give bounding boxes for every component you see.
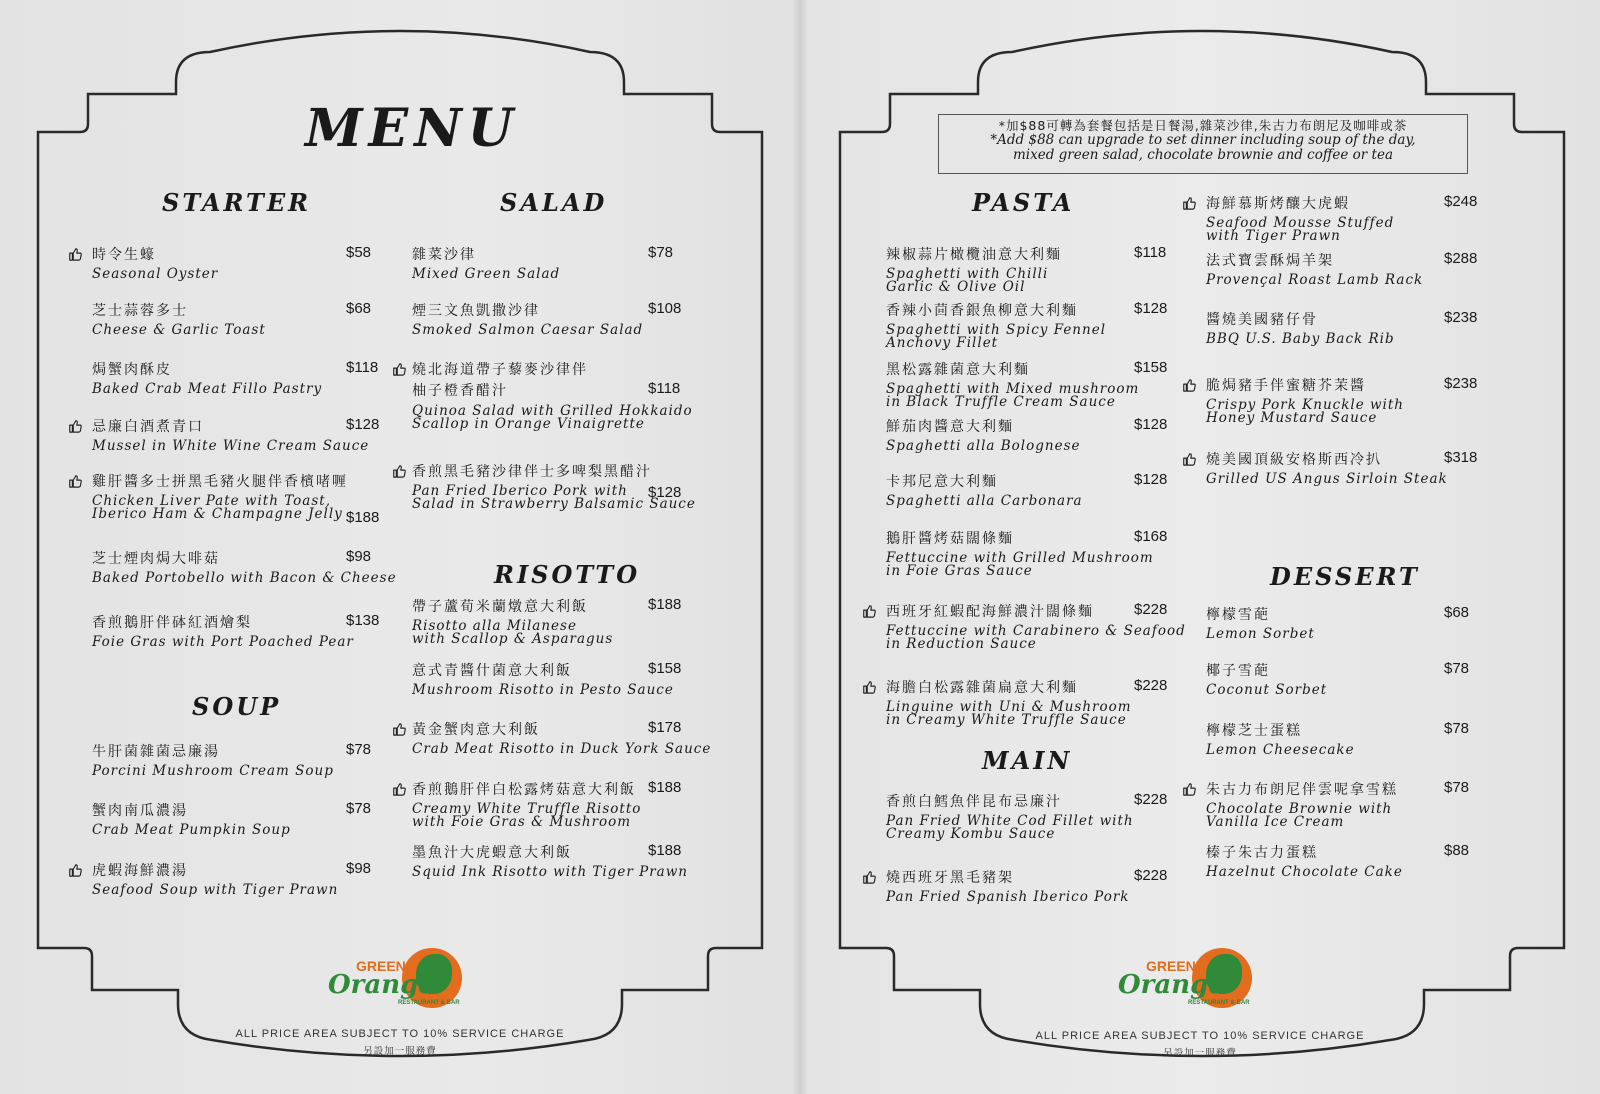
item-price: $98 [346,548,372,565]
item-name-zh: 忌廉白酒煮青口 [92,419,204,435]
item-name-en-line2: Anchovy Fillet [886,335,999,351]
item-name-en-line2: in Black Truffle Cream Sauce [886,394,1116,410]
item-name-zh: 香辣小茴香銀魚柳意大利麵 [886,303,1078,319]
item-price: $118 [648,380,681,397]
item-name-en-line2: Salad in Strawberry Balsamic Sauce [412,496,696,512]
menu-page-right [800,0,1600,1094]
item-price: $78 [1444,720,1470,737]
item-name-zh: 海鮮慕斯烤釀大虎蝦 [1206,196,1350,212]
item-name-en: Linguine with Uni & Mushroom [886,699,1132,715]
section-heading-risotto: RISOTTO [494,560,641,589]
item-price: $248 [1444,193,1478,210]
thumbs-up-icon [862,603,876,617]
item-name-zh: 雞肝醬多士拼黑毛豬火腿伴香檳啫喱 [92,474,348,490]
item-name-zh: 海膽白松露雜菌扁意大利麵 [886,680,1078,696]
item-name-en-line2: Honey Mustard Sauce [1206,410,1378,426]
thumbs-up-icon [68,862,82,876]
item-price: $68 [1444,604,1470,621]
item-name-zh: 墨魚汁大虎蝦意大利飯 [412,845,572,861]
thumbs-up-icon [392,463,406,477]
item-price: $158 [1134,359,1168,376]
item-name-en: Chocolate Brownie with [1206,801,1393,817]
thumbs-up-icon [1182,195,1196,209]
item-price: $138 [346,612,380,629]
item-name-zh: 椰子雪葩 [1206,663,1270,679]
item-price: $88 [1444,842,1470,859]
thumbs-up-icon [1182,781,1196,795]
item-name-zh: 法式寶雲酥焗羊架 [1206,253,1334,269]
item-name-en: Mussel in White Wine Cream Sauce [92,438,370,454]
item-name-zh: 煙三文魚凱撒沙律 [412,303,540,319]
item-name-en-line2: Vanilla Ice Cream [1206,814,1345,830]
item-name-zh: 辣椒蒜片橄欖油意大利麵 [886,247,1062,263]
item-price: $68 [346,300,372,317]
item-name-en: Risotto alla Milanese [412,618,577,634]
thumbs-up-icon [68,473,82,487]
item-name-zh: 香煎鵝肝伴砵紅酒燴梨 [92,615,252,631]
item-price: $78 [346,800,372,817]
item-name-en-line2: Iberico Ham & Champagne Jelly [92,506,343,522]
thumbs-up-icon [392,361,406,375]
item-name-en: Spaghetti alla Bolognese [886,438,1081,454]
item-name-zh: 香煎白鱈魚伴昆布忌廉汁 [886,794,1062,810]
item-name-en: Seasonal Oyster [92,266,219,282]
item-name-zh: 意式青醬什菌意大利飯 [412,663,572,679]
item-name-en: Pan Fried White Cod Fillet with [886,813,1134,829]
item-name-zh: 時令生蠔 [92,247,156,263]
item-price: $228 [1134,791,1168,808]
item-price: $228 [1134,867,1168,884]
item-price: $128 [1134,471,1168,488]
item-name-en: Spaghetti with Spicy Fennel [886,322,1107,338]
item-price: $228 [1134,601,1168,618]
item-name-zh: 帶子蘆荀米蘭燉意大利飯 [412,599,588,615]
item-name-zh-line2: 柚子橙香醋汁 [412,383,508,399]
item-name-zh: 西班牙紅蝦配海鮮濃汁闊條麵 [886,604,1094,620]
item-name-en: Seafood Soup with Tiger Prawn [92,882,339,898]
item-name-zh: 焗蟹肉酥皮 [92,362,172,378]
section-heading-pasta: PASTA [972,188,1075,217]
item-name-zh: 燒西班牙黑毛豬架 [886,870,1014,886]
item-name-en: Mushroom Risotto in Pesto Sauce [412,682,674,698]
item-price: $118 [346,359,379,376]
item-price: $98 [346,860,372,877]
item-name-en: Pan Fried Spanish Iberico Pork [886,889,1130,905]
item-price: $78 [1444,779,1470,796]
item-name-zh: 雜菜沙律 [412,247,476,263]
thumbs-up-icon [1182,451,1196,465]
item-name-zh: 蟹肉南瓜濃湯 [92,803,188,819]
item-name-en: Chicken Liver Pate with Toast, [92,493,331,509]
item-name-zh: 榛子朱古力蛋糕 [1206,845,1318,861]
item-name-en: Crab Meat Pumpkin Soup [92,822,291,838]
item-name-en: Hazelnut Chocolate Cake [1206,864,1403,880]
item-name-zh: 黑松露雜菌意大利麵 [886,362,1030,378]
section-heading-main: MAIN [982,746,1073,775]
item-name-en: Crispy Pork Knuckle with [1206,397,1404,413]
item-price: $128 [1134,300,1168,317]
thumbs-up-icon [392,781,406,795]
item-name-en: Squid Ink Risotto with Tiger Prawn [412,864,688,880]
item-name-en: Baked Portobello with Bacon & Cheese [92,570,397,586]
item-name-zh: 芝士煙肉焗大啡菇 [92,551,220,567]
item-name-zh: 朱古力布朗尼伴雲呢拿雪糕 [1206,782,1398,798]
service-charge-note: ALL PRICE AREA SUBJECT TO 10% SERVICE CHARGE 另設加一服務費 [235,1028,565,1057]
item-price: $188 [346,509,380,526]
item-name-zh: 虎蝦海鮮濃湯 [92,863,188,879]
item-price: $118 [1134,244,1167,261]
set-dinner-upgrade-note: *加$88可轉為套餐包括是日餐湯,雜菜沙律,朱古力布朗尼及咖啡或茶 *Add $88 can upgrade to set dinner including soup of the day, mixed green salad, chocolate brownie and coffee or tea [938,114,1468,174]
item-name-zh: 檸檬雪葩 [1206,607,1270,623]
item-price: $108 [648,300,682,317]
item-price: $58 [346,244,372,261]
item-name-en: Fettuccine with Carabinero & Seafood [886,623,1186,639]
item-name-en-line2: Garlic & Olive Oil [886,279,1026,295]
item-name-zh: 牛肝菌雜菌忌廉湯 [92,744,220,760]
item-name-zh: 醬燒美國豬仔骨 [1206,312,1318,328]
item-name-en: Lemon Cheesecake [1206,742,1355,758]
item-name-en: Provençal Roast Lamb Rack [1206,272,1424,288]
thumbs-up-icon [862,869,876,883]
item-name-en: Creamy White Truffle Risotto [412,801,642,817]
item-name-en: Crab Meat Risotto in Duck York Sauce [412,741,712,757]
thumbs-up-icon [68,246,82,260]
item-price: $128 [1134,416,1168,433]
item-name-en: Smoked Salmon Caesar Salad [412,322,644,338]
item-price: $78 [1444,660,1470,677]
item-price: $178 [648,719,682,736]
item-name-en: Foie Gras with Port Poached Pear [92,634,354,650]
item-name-zh: 香煎黑毛豬沙律伴士多啤梨黑醋汁 [412,464,652,480]
thumbs-up-icon [1182,377,1196,391]
item-name-zh: 黃金蟹肉意大利飯 [412,722,540,738]
item-name-zh: 香煎鵝肝伴白松露烤菇意大利飯 [412,782,636,798]
item-name-en: Pan Fried Iberico Pork with [412,483,628,499]
restaurant-logo: GREEN Orange RESTAURANT & BAR [1118,944,1258,1014]
menu-title: MENU [305,98,520,159]
section-heading-soup: SOUP [192,692,282,721]
item-name-en-line2: with Tiger Prawn [1206,228,1341,244]
item-price: $188 [648,779,682,796]
item-name-en: Grilled US Angus Sirloin Steak [1206,471,1448,487]
item-price: $238 [1444,375,1478,392]
item-price: $188 [648,842,682,859]
item-name-en: Baked Crab Meat Fillo Pastry [92,381,323,397]
item-name-en: Cheese & Garlic Toast [92,322,266,338]
item-price: $128 [648,484,682,501]
service-charge-note: ALL PRICE AREA SUBJECT TO 10% SERVICE CHARGE 另設加一服務費 [1035,1030,1365,1059]
item-price: $188 [648,596,682,613]
item-name-zh: 鵝肝醬烤菇闊條麵 [886,531,1014,547]
item-price: $78 [648,244,674,261]
item-name-en: Spaghetti alla Carbonara [886,493,1083,509]
item-price: $78 [346,741,372,758]
item-price: $228 [1134,677,1168,694]
item-name-en: Coconut Sorbet [1206,682,1328,698]
item-name-en: Quinoa Salad with Grilled Hokkaido [412,403,693,419]
item-name-en-line2: Scallop in Orange Vinaigrette [412,416,645,432]
thumbs-up-icon [68,418,82,432]
item-name-en: Spaghetti with Chilli [886,266,1049,282]
item-name-en-line2: in Creamy White Truffle Sauce [886,712,1127,728]
item-name-en-line2: in Reduction Sauce [886,636,1037,652]
item-name-en: Lemon Sorbet [1206,626,1315,642]
item-name-zh: 檸檬芝士蛋糕 [1206,723,1302,739]
item-name-zh: 鮮茄肉醬意大利麵 [886,419,1014,435]
item-name-zh: 卡邦尼意大利麵 [886,474,998,490]
item-name-en-line2: with Foie Gras & Mushroom [412,814,632,830]
thumbs-up-icon [392,721,406,735]
thumbs-up-icon [862,679,876,693]
item-name-en: Porcini Mushroom Cream Soup [92,763,334,779]
item-name-en: Fettuccine with Grilled Mushroom [886,550,1154,566]
item-name-en: Seafood Mousse Stuffed [1206,215,1395,231]
item-price: $288 [1444,250,1478,267]
item-name-en-line2: Creamy Kombu Sauce [886,826,1056,842]
item-name-en: BBQ U.S. Baby Back Rib [1206,331,1395,347]
item-price: $158 [648,660,682,677]
item-price: $128 [346,416,380,433]
item-name-en: Spaghetti with Mixed mushroom [886,381,1140,397]
item-price: $238 [1444,309,1478,326]
section-heading-starter: STARTER [162,188,312,217]
item-name-zh: 芝士蒜蓉多士 [92,303,188,319]
item-price: $318 [1444,449,1478,466]
item-name-en-line2: in Foie Gras Sauce [886,563,1033,579]
item-name-en: Mixed Green Salad [412,266,561,282]
item-name-zh: 燒北海道帶子藜麥沙律伴 [412,362,588,378]
section-heading-dessert: DESSERT [1270,562,1420,591]
section-heading-salad: SALAD [500,188,608,217]
item-name-zh: 脆焗豬手伴蜜糖芥茉醬 [1206,378,1366,394]
item-name-en-line2: with Scallop & Asparagus [412,631,614,647]
restaurant-logo: GREEN Orange RESTAURANT & BAR [328,944,468,1014]
item-price: $168 [1134,528,1168,545]
item-name-zh: 燒美國頂級安格斯西冷扒 [1206,452,1382,468]
